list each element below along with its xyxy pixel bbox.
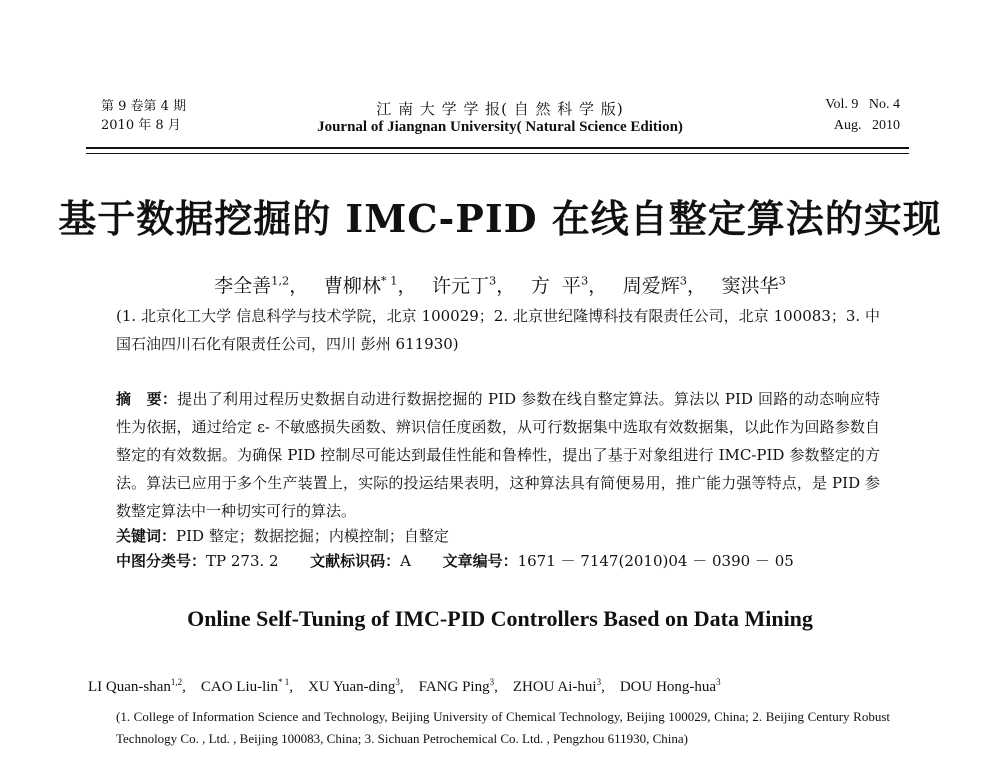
abstract-text: 提出了利用过程历史数据自动进行数据挖掘的 PID 参数在线自整定算法。算法以 PID 回路的动态响应特性为依据，通过给定 ε- 不敏感损失函数、辨识信任度函数，从可行数据集中选取有效数据集，以此作为回路参数自整定的有效数据。为确保 PID 控制尽可能达到最佳性能和鲁棒性，提出了基于对象组进行 IMC-PID 参数整定的方法。算法已应用于多个生产装置上，实际的投运结果表明，这种算法具有简便易用，推广能力强等特点，是 PID 参数整定算法中一种切实可行的算法。 <box>116 390 880 520</box>
affiliation-cn: (1. 北京化工大学 信息科学与技术学院，北京 100029；2. 北京世纪隆博科技有限责任公司，北京 100083；3. 中国石油四川石化有限责任公司，四川 彭州 611930) <box>116 307 880 353</box>
keywords-label: 关键词： <box>116 527 177 545</box>
author-en: CAO Liu-lin$^{* 1}$, <box>200 677 305 695</box>
volume-issue-cn: 第 9 卷第 4 期 <box>101 99 187 114</box>
abstract-label: 摘 要： <box>116 390 178 408</box>
journal-title-cn: 江 南 大 学 学 报( 自 然 科 学 版) <box>376 100 624 118</box>
affiliation-en: (1. College of Information Science and Technology, Beijing University of Chemical Technology, Beijing 100029, China; 2. Beijing Century Robust Technology Co. , Ltd. , Beijing 100083, China; 3. Sichuan Petrochemical Co. Ltd. , Pengzhou 611930, China) <box>116 709 890 746</box>
paper-title-cn: 基于数据挖掘的 IMC-PID 在线自整定算法的实现 <box>58 196 942 241</box>
classification-line <box>116 550 896 573</box>
abstract-cn <box>116 385 880 525</box>
author-cn: 李全善$^{1,2}$， <box>214 273 299 297</box>
author-cn: 周爱辉$^3$， <box>622 273 697 297</box>
article-number-label: 文章编号： <box>442 552 518 570</box>
doc-code-label: 文献标识码： <box>310 552 401 570</box>
keywords-text: PID 整定；数据挖掘；内模控制；自整定 <box>176 527 449 545</box>
header-rule-thin <box>86 153 909 154</box>
author-en: ZHOU Ai-hui$^3$, <box>512 677 617 695</box>
header-rule-thick <box>86 147 909 149</box>
journal-title-en: Journal of Jiangnan University( Natural Science Edition) <box>317 119 683 135</box>
author-list-en <box>88 677 918 696</box>
author-cn: 方 平$^3$， <box>530 273 598 297</box>
clc-label: 中图分类号： <box>116 552 207 570</box>
doc-code-value: A <box>400 552 412 570</box>
author-list-cn <box>0 271 1000 298</box>
author-cn: 许元丁$^3$， <box>432 273 506 297</box>
date-en: Aug. 2010 <box>833 118 900 133</box>
author-cn: 窦洪华$^3$ <box>721 273 786 297</box>
clc-value: TP 273. 2 <box>206 552 279 570</box>
author-en: FANG Ping$^3$, <box>418 677 510 695</box>
keywords-cn <box>116 525 896 548</box>
article-number-value: 1671 － 7147(2010)04 － 0390 － 05 <box>517 552 794 570</box>
author-en: LI Quan-shan$^{1,2}$, <box>88 677 198 695</box>
author-en: DOU Hong-hua$^3$ <box>619 677 721 695</box>
date-cn: 2010 年 8 月 <box>101 118 181 133</box>
volume-issue-en: Vol. 9 No. 4 <box>825 97 900 112</box>
paper-title-en: Online Self-Tuning of IMC-PID Controllers Based on Data Mining <box>187 606 813 631</box>
author-cn: 曹柳林$^{* 1}$， <box>323 273 407 297</box>
author-en: XU Yuan-ding$^3$, <box>307 677 415 695</box>
